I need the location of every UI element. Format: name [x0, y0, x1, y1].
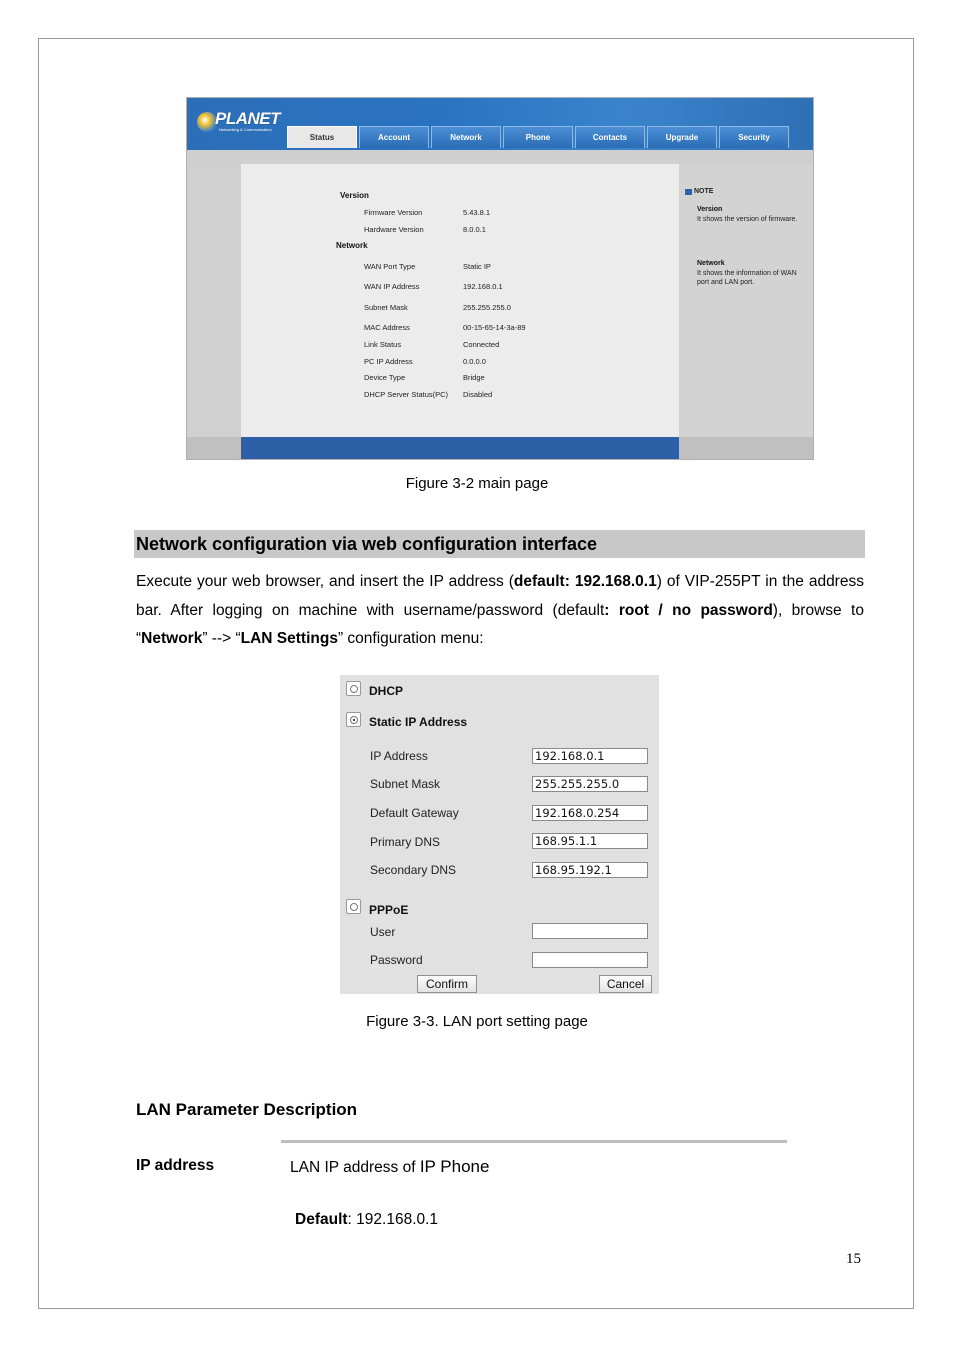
- firmware-version-value: 5.43.8.1: [463, 208, 491, 217]
- version-section-title: Version: [340, 191, 369, 200]
- table-divider: [281, 1140, 787, 1143]
- logo-name: PLANET: [215, 109, 280, 128]
- para-default-ip: default: 192.168.0.1: [513, 573, 657, 590]
- wan-ip-label: WAN IP Address: [364, 282, 420, 291]
- static-ip-radio[interactable]: [346, 712, 361, 727]
- wan-port-type-value: Static IP: [463, 262, 491, 271]
- note-version-text: It shows the version of firmware.: [697, 216, 798, 223]
- instruction-paragraph: [136, 568, 864, 654]
- tab-status[interactable]: Status: [287, 126, 357, 148]
- pppoe-password-label: Password: [370, 953, 423, 967]
- pppoe-user-input[interactable]: [532, 923, 648, 939]
- subnet-mask-value: 255.255.255.0: [463, 303, 511, 312]
- logo-subtitle: Networking & Communication: [219, 127, 272, 132]
- dhcp-radio[interactable]: [346, 681, 361, 696]
- pppoe-radio[interactable]: [346, 899, 361, 914]
- pc-ip-label: PC IP Address: [364, 357, 413, 366]
- para-text-4: ” --> “: [202, 630, 241, 647]
- network-section-title: Network: [336, 241, 368, 250]
- ip-address-label: IP Address: [370, 749, 428, 763]
- para-text-2: ) of VIP-255PT in the address bar. After logging on machine with username/password (default: [136, 573, 864, 619]
- ip-address-description: [290, 1157, 489, 1177]
- confirm-button[interactable]: Confirm: [417, 975, 477, 993]
- footer-left: [187, 437, 241, 460]
- note-title: [685, 188, 713, 195]
- para-credentials: : root / no password: [604, 601, 773, 619]
- tab-contacts[interactable]: Contacts: [575, 126, 645, 148]
- footer-right: [679, 437, 814, 460]
- subnet-mask-label: Subnet Mask: [370, 777, 441, 791]
- tab-security[interactable]: Security: [719, 126, 789, 148]
- note-icon: [685, 189, 692, 195]
- default-gateway-label: Default Gateway: [370, 806, 459, 820]
- note-title-text: NOTE: [694, 188, 714, 195]
- ip-address-input[interactable]: 192.168.0.1: [532, 748, 648, 764]
- status-content: [241, 164, 679, 437]
- note-panel: [679, 164, 814, 437]
- hardware-version-label: Hardware Version: [364, 225, 424, 234]
- note-network-heading: Network: [697, 260, 725, 267]
- page-number: 15: [846, 1251, 861, 1267]
- link-status-label: Link Status: [364, 340, 402, 349]
- static-ip-label: Static IP Address: [369, 715, 468, 729]
- web-ui-header: [187, 98, 814, 150]
- figure-3-3-caption: Figure 3-3. LAN port setting page: [366, 1013, 588, 1030]
- lan-parameter-heading: LAN Parameter Description: [136, 1100, 358, 1119]
- wan-port-type-label: WAN Port Type: [364, 262, 416, 271]
- tab-bar: [287, 126, 791, 150]
- ip-address-term: IP address: [136, 1157, 215, 1174]
- wan-ip-value: 192.168.0.1: [463, 282, 503, 291]
- device-type-value: Bridge: [463, 373, 485, 382]
- tab-phone[interactable]: Phone: [503, 126, 573, 148]
- note-network-text: It shows the information of WAN port and LAN port.: [697, 270, 797, 286]
- note-version-heading: Version: [697, 206, 723, 213]
- subnet-mask-input[interactable]: 255.255.255.0: [532, 776, 648, 792]
- section-bar: [134, 530, 865, 558]
- primary-dns-label: Primary DNS: [370, 835, 441, 849]
- mac-address-value: 00-15-65-14-3a-89: [463, 323, 526, 332]
- link-status-value: Connected: [463, 340, 500, 349]
- pppoe-user-label: User: [370, 925, 396, 939]
- planet-logo: [197, 109, 280, 134]
- para-text-5: ” configuration menu:: [337, 630, 484, 647]
- pppoe-label: PPPoE: [369, 903, 409, 917]
- pppoe-password-input[interactable]: [532, 952, 648, 968]
- para-lan-settings: LAN Settings: [240, 630, 338, 647]
- device-type-label: Device Type: [364, 373, 406, 382]
- hardware-version-value: 8.0.0.1: [463, 225, 486, 234]
- ip-desc-text: LAN IP address of: [290, 1159, 420, 1176]
- default-gateway-input[interactable]: 192.168.0.254: [532, 805, 648, 821]
- status-page-screenshot: [186, 97, 814, 460]
- tab-upgrade[interactable]: Upgrade: [647, 126, 717, 148]
- default-ip-line: [295, 1211, 438, 1229]
- para-network-menu: Network: [141, 630, 203, 647]
- tab-network[interactable]: Network: [431, 126, 501, 148]
- globe-icon: [197, 112, 217, 132]
- dhcp-server-status-label: DHCP Server Status(PC): [364, 390, 449, 399]
- lan-settings-screenshot: [340, 675, 659, 994]
- default-label: Default: [295, 1211, 348, 1228]
- figure-3-2-caption: Figure 3-2 main page: [405, 475, 549, 492]
- pc-ip-value: 0.0.0.0: [463, 357, 486, 366]
- para-text-1: Execute your web browser, and insert the IP address (: [136, 573, 514, 590]
- secondary-dns-input[interactable]: 168.95.192.1: [532, 862, 648, 878]
- mac-address-label: MAC Address: [364, 323, 410, 332]
- dhcp-server-status-value: Disabled: [463, 390, 493, 399]
- sub-nav-bar: [187, 150, 814, 164]
- section-title: Network configuration via web configuration interface: [136, 534, 598, 554]
- subnet-mask-label: Subnet Mask: [364, 303, 408, 312]
- default-value: : 192.168.0.1: [347, 1211, 439, 1228]
- firmware-version-label: Firmware Version: [364, 208, 423, 217]
- left-column: [187, 164, 241, 437]
- ip-desc-device: IP Phone: [419, 1157, 490, 1176]
- secondary-dns-label: Secondary DNS: [370, 863, 457, 877]
- para-text-3: ), browse to “: [136, 601, 864, 647]
- primary-dns-input[interactable]: 168.95.1.1: [532, 833, 648, 849]
- footer-bar: [241, 437, 679, 460]
- cancel-button[interactable]: Cancel: [599, 975, 652, 993]
- dhcp-label: DHCP: [369, 684, 404, 698]
- tab-account[interactable]: Account: [359, 126, 429, 148]
